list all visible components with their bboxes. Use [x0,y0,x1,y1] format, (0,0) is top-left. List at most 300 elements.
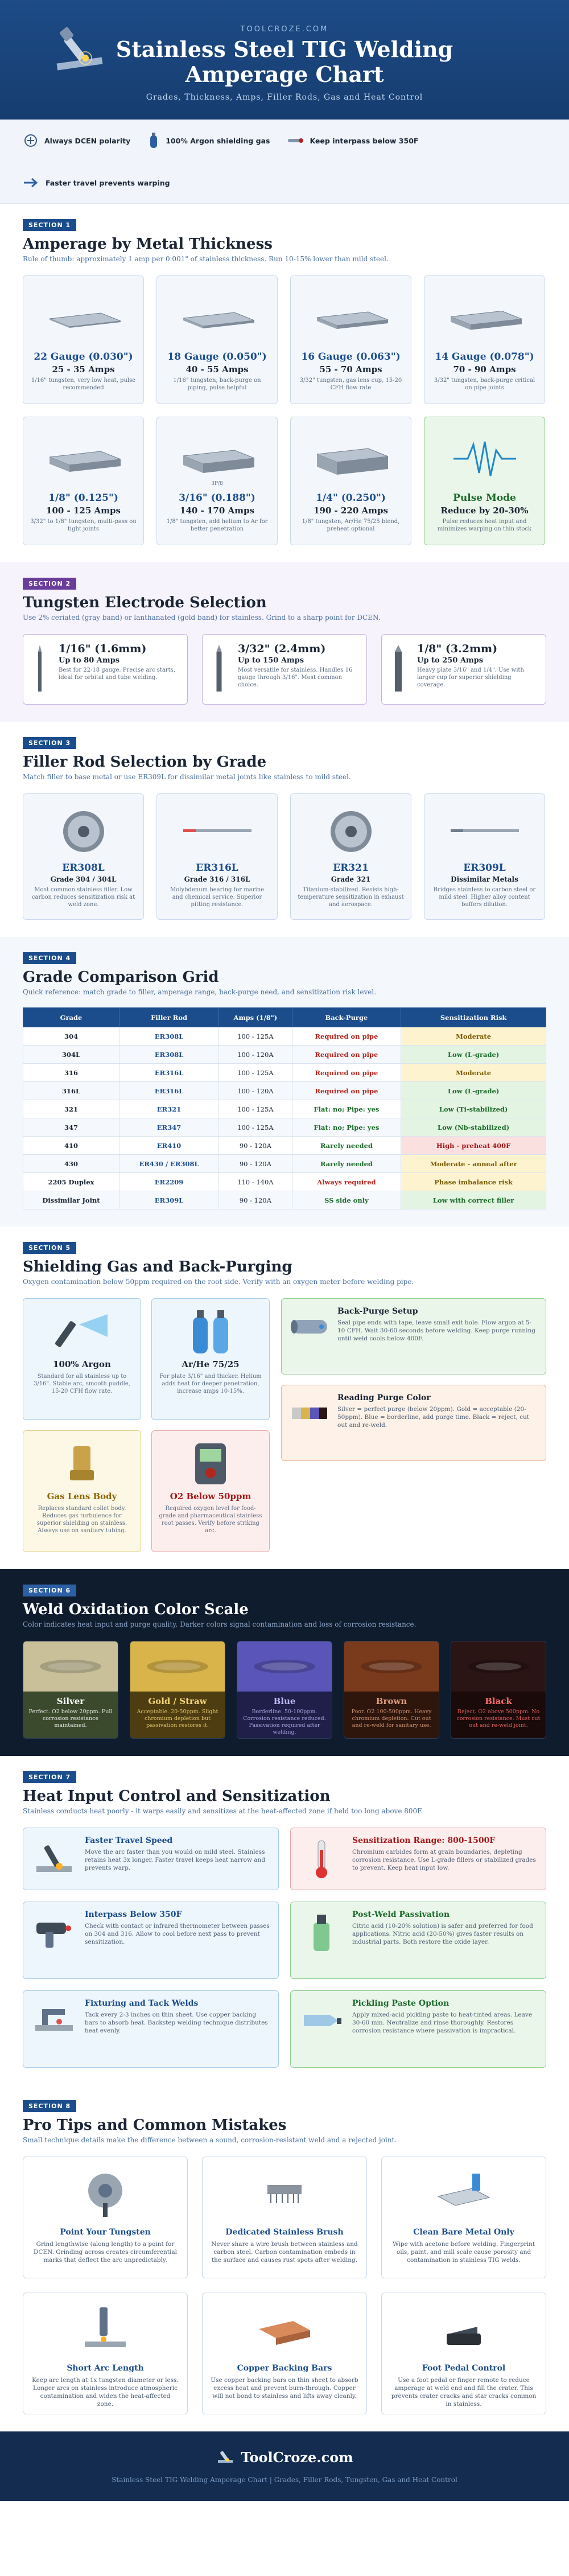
tip-interpass [287,134,418,147]
section-title: Shielding Gas and Back-Purging [23,1258,292,1275]
shielding-note: Replaces standard collet body. Reduces gas turbulence for superior shielding on stainless. Always use on sanitary tubing. [36,1505,127,1534]
pro-tip-note: Use copper backing bars on thin sheet to absorb excess heat and prevent burn-through. Copper will not bond to stainless and lifts away cleanly. [211,2377,358,2400]
steel-plate-icon [172,292,263,343]
filler-note: Titanium-stabilized. Resists high-temperature sensitization in exhaust and aerospace. [298,887,404,908]
tip-label: 100% Argon shielding gas [166,136,270,145]
wire-spool-icon [58,806,109,857]
shielding-card [151,1430,270,1552]
section-shielding [0,1227,569,1569]
gauge-label: 14 Gauge (0.078") [435,351,534,363]
pulse-amps: Reduce by 20-30% [440,505,529,516]
shielding-side-card [281,1298,546,1375]
amps-range: 40 - 55 Amps [185,364,249,375]
cell-amps: 100 - 125A [219,1027,292,1046]
section-badge: SECTION 4 [23,952,76,964]
thermometer-icon [307,1837,336,1880]
section-grade-grid [0,937,569,1227]
steel-plate-icon [38,292,129,343]
plate-label: 3P/8 [211,481,223,487]
table-row [23,1173,546,1191]
page-subtitle: Grades, Thickness, Amps, Filler Rods, Gas and Heat Control [146,93,423,102]
heat-title: Pickling Paste Option [352,1999,450,2008]
cell-filler: ER309L [119,1191,219,1209]
amps-range: 55 - 70 Amps [319,364,382,375]
filler-rod-icon [445,814,525,849]
shielding-title: O2 Below 50ppm [170,1491,251,1501]
cell-amps: 100 - 125A [219,1100,292,1118]
shielding-side-card [281,1385,546,1461]
section-description: Rule of thumb: approximately 1 amp per 0.001" of stainless thickness. Run 10-15% lower than mild steel. [23,255,389,263]
card-note: 1/8" tungsten, Ar/He 75/25 blend, preheat optional [302,519,400,532]
heat-title: Sensitization Range: 800-1500F [352,1836,496,1845]
pulse-wave-icon [451,436,519,482]
cell-risk: Moderate [401,1027,546,1046]
oxidation-note: Poor. O2 100-500ppm. Heavy chromium depletion. Cut out and re-weld for sanitary use. [351,1709,432,1729]
tungsten-card [381,634,546,705]
cell-amps: 110 - 140A [219,1173,292,1191]
filler-note: Bridges stainless to carbon steel or mild steel. Higher alloy content buffers dilution. [433,887,536,908]
gas-bottle-icon [147,132,160,149]
footer-brand[interactable] [216,2449,353,2466]
pipe-purge-icon [290,1310,329,1344]
oxygen-meter-icon [185,1439,236,1488]
section-description: Match filler to base metal or use ER309L for dissimilar metal joints like stainless to mild steel. [23,773,351,781]
heat-note: Citric acid (10-20% solution) is safer and preferred for food applications. Nitric acid (20-50%) gives faster results on industrial parts. Both restore the oxide layer. [352,1923,533,1945]
cell-filler: ER321 [119,1100,219,1118]
tig-torch-icon [46,16,114,84]
tungsten-size: 1/16" (1.6mm) [59,643,147,655]
cell-filler: ER316L [119,1082,219,1100]
tip-travel [23,176,170,189]
cell-backpurge: Required on pipe [292,1046,401,1064]
table-row [23,1027,546,1046]
oxidation-swatch-card [344,1641,439,1739]
tip-polarity [23,133,130,149]
amps-range: 190 - 220 Amps [314,505,388,516]
oxidation-swatch [344,1641,439,1692]
cell-backpurge: Rarely needed [292,1137,401,1155]
shielding-card [151,1298,270,1420]
cell-filler: ER308L [119,1046,219,1064]
filler-name: ER321 [333,862,369,874]
pro-tip-card [23,2293,188,2414]
wire-spool-icon [325,806,377,857]
section-description: Oxygen contamination below 50ppm required on the root side. Verify with an oxygen meter before welding pipe. [23,1278,414,1286]
color-gauge-icon [290,1396,329,1430]
cell-risk: Moderate [401,1064,546,1082]
weld-bead-icon [36,1652,105,1681]
cell-filler: ER316L [119,1064,219,1082]
section-description: Small technique details make the difference between a sound, corrosion-resistant weld and a rejected joint. [23,2136,397,2144]
tungsten-grid [23,634,546,705]
tungsten-size: 3/32" (2.4mm) [238,643,326,655]
gauge-label: 16 Gauge (0.063") [301,351,401,363]
filler-card [290,793,411,920]
shielding-grid [23,1298,270,1552]
pro-tip-title: Foot Pedal Control [422,2364,506,2373]
thickness-card [23,417,144,545]
cell-backpurge: Required on pipe [292,1082,401,1100]
cell-backpurge: Flat: no; Pipe: yes [292,1118,401,1137]
steel-plate-icon [306,292,397,343]
cell-grade: 410 [23,1137,119,1155]
shielding-side-cards [281,1298,546,1552]
grinder-icon [77,2168,134,2219]
cell-backpurge: Always required [292,1173,401,1191]
section-description: Stainless conducts heat poorly - it warps easily and sensitizes at the heat-affected zone if held too long above 800F. [23,1807,423,1815]
footer-description: Stainless Steel TIG Welding Amperage Chart | Grades, Filler Rods, Tungsten, Gas and Heat Control [112,2476,457,2484]
pro-tip-card [202,2293,367,2414]
clamp-icon [32,2003,76,2040]
oxidation-swatch [237,1641,332,1692]
title-line-2: Amperage Chart [185,61,384,87]
card-note: 1/16" tungsten, back-purge on piping, pulse helpful [173,377,261,391]
tungsten-amps: Up to 250 Amps [417,656,484,665]
heat-note: Move the arc faster than you would on mild steel. Stainless retains heat 3x longer. Faster travel keeps heat narrow and prevents warp. [85,1849,266,1871]
thickness-card [290,275,411,404]
quick-tips-bar [0,120,569,204]
acid-bottle-icon [304,1911,339,1954]
filler-name: ER316L [196,862,238,874]
table-row [23,1137,546,1155]
shielding-card [23,1430,141,1552]
cell-risk: Low (L-grade) [401,1046,546,1064]
table-row [23,1118,546,1137]
amps-range: 100 - 125 Amps [46,505,121,516]
gauge-label: 22 Gauge (0.030") [34,351,133,363]
shielding-title: 100% Argon [53,1359,111,1369]
steel-plate-icon [172,433,263,484]
heat-card [23,1828,279,1890]
card-note: 1/16" tungsten, very low heat, pulse recommended [31,377,136,391]
section-description: Use 2% ceriated (gray band) or lanthanated (gold band) for stainless. Grind to a sharp point for DCEN. [23,614,381,622]
shielding-note: Standard for all stainless up to 3/16". Stable arc, smooth puddle, 15-20 CFH flow rate. [34,1373,130,1394]
pro-tip-note: Wipe with acetone before welding. Fingerprint oils, paint, and mill scale cause porosity and contamination in stainless TIG welds. [392,2241,535,2264]
section-title: Weld Oxidation Color Scale [23,1601,249,1618]
tungsten-card [202,634,367,705]
section-title: Filler Rod Selection by Grade [23,754,267,771]
oxidation-swatch-card [451,1641,546,1739]
filler-card [23,793,144,920]
table-row [23,1191,546,1209]
filler-note: Most common stainless filler. Low carbon reduces sensitization risk at weld zone. [31,887,135,908]
heat-note: Apply mixed-acid pickling paste to heat-tinted areas. Leave 30-60 min. Neutralize and rinse thoroughly. Restores corrosion resistance where passivation is impractical. [352,2011,533,2034]
gauge-label: 3/16" (0.188") [179,492,255,504]
oxidation-name: Gold / Straw [148,1696,207,1706]
section-tungsten [0,562,569,722]
section-filler [0,722,569,937]
section-badge: SECTION 6 [23,1585,76,1596]
steel-plate-icon [439,292,530,343]
oxidation-swatch-card [23,1641,118,1739]
steel-plate-icon [38,433,129,484]
pro-tip-title: Clean Bare Metal Only [413,2228,514,2237]
cell-filler: ER430 / ER308L [119,1155,219,1173]
section-badge: SECTION 8 [23,2100,76,2112]
tungsten-rod-icon [31,644,48,695]
heat-note: Check with contact or infrared thermometer between passes on 304 and 316. Allow to cool before next pass to prevent sensitization. [85,1923,270,1945]
thickness-card [424,275,545,404]
cell-amps: 90 - 120A [219,1191,292,1209]
heat-card [23,1902,279,1979]
temperature-gun-icon [32,1915,76,1951]
cell-backpurge: Required on pipe [292,1064,401,1082]
heat-card [290,1902,546,1979]
cell-amps: 100 - 125A [219,1064,292,1082]
table-row [23,1046,546,1064]
pulse-note: Pulse reduces heat input and minimizes warping on thin stock [437,519,532,532]
section-title: Amperage by Metal Thickness [23,236,273,253]
thickness-card [23,275,144,404]
column-header: Back-Purge [292,1008,401,1027]
table-row [23,1082,546,1100]
heat-title: Fixturing and Tack Welds [85,1999,199,2008]
cell-amps: 100 - 125A [219,1118,292,1137]
foot-pedal-icon [435,2304,492,2355]
tip-label: Keep interpass below 350F [310,136,419,145]
section-title: Heat Input Control and Sensitization [23,1788,331,1805]
thermometer-icon [287,134,304,147]
pro-tip-card [381,2157,546,2278]
section-amperage [0,204,569,562]
weld-bead-icon [250,1652,319,1681]
side-card-note: Silver = perfect purge (below 20ppm). Gold = acceptable (20-50ppm). Blue = borderline, add purge time. Black = reject, cut out and re-weld. [337,1406,530,1429]
section-heat [0,1756,569,2085]
shielding-note: For plate 3/16" and thicker. Helium adds heat for deeper penetration, increase amps 10-15%. [159,1373,262,1394]
column-header: Grade [23,1008,119,1027]
cell-filler: ER308L [119,1027,219,1046]
fast-arrow-icon [23,176,40,189]
gas-bottles-icon [185,1307,236,1356]
oxidation-scale [23,1641,546,1739]
column-header: Amps (1/8") [219,1008,292,1027]
heat-note: Chromium carbides form at grain boundaries, depleting corrosion resistance. Use L-grade fillers or stabilized grades to prevent. Keep heat input low. [352,1849,536,1871]
oxidation-swatch [23,1641,118,1692]
amperage-grid [23,275,546,545]
paste-tube-icon [299,2005,344,2039]
cell-amps: 100 - 120A [219,1046,292,1064]
oxidation-swatch-card [237,1641,332,1739]
cell-filler: ER347 [119,1118,219,1137]
gauge-label: 18 Gauge (0.050") [167,351,267,363]
tungsten-note: Most versatile for stainless. Handles 16 gauge through 3/16". Most common choice. [238,667,353,688]
filler-grid [23,793,546,920]
wire-brush-icon [256,2168,313,2219]
oxidation-swatch [451,1641,546,1692]
section-description: Quick reference: match grade to filler, amperage range, back-purge need, and sensitization risk level. [23,988,377,996]
thickness-card [156,417,278,545]
section-badge: SECTION 5 [23,1242,76,1254]
tungsten-size: 1/8" (3.2mm) [417,643,498,655]
gauge-label: 1/4" (0.250") [316,492,386,504]
pulse-title: Pulse Mode [453,492,516,504]
cell-backpurge: Flat: no; Pipe: yes [292,1100,401,1118]
cell-filler: ER410 [119,1137,219,1155]
cell-amps: 90 - 120A [219,1137,292,1155]
side-card-note: Seal pipe ends with tape, leave small exit hole. Flow argon at 5-10 CFH. Wait 30-60 seconds before welding. Keep purge running until weld cools below 400F. [337,1319,536,1342]
oxidation-swatch-card [130,1641,225,1739]
oxidation-name: Blue [273,1696,296,1706]
section-title: Tungsten Electrode Selection [23,594,267,611]
cell-grade: 304 [23,1027,119,1046]
column-header: Sensitization Risk [401,1008,546,1027]
cell-risk: High - preheat 400F [401,1137,546,1155]
card-note: 3/32" tungsten, back-purge critical on pipe joints [434,377,535,391]
tungsten-amps: Up to 80 Amps [59,656,120,665]
pro-tip-note: Keep arc length at 1x tungsten diameter or less. Longer arcs on stainless introduce atmospheric contamination and widen the heat-affected zone. [32,2377,179,2408]
grade-comparison-table [23,1007,546,1209]
torch-with-gas-icon [51,1308,113,1354]
cell-risk: Low (L-grade) [401,1082,546,1100]
cell-risk: Moderate - anneal after [401,1155,546,1173]
cell-amps: 100 - 120A [219,1082,292,1100]
column-header: Filler Rod [119,1008,219,1027]
tungsten-card [23,634,188,705]
tip-label: Always DCEN polarity [44,136,131,145]
card-note: 3/32" tungsten, gas lens cup, 15-20 CFH flow rate [299,377,402,391]
tungsten-note: Best for 22-18 gauge. Precise arc starts, ideal for orbital and tube welding. [59,667,175,681]
section-pro-tips [0,2085,569,2431]
filler-grade: Grade 304 / 304L [50,875,117,883]
magnet-icon [23,133,39,149]
heat-note: Tack every 2-3 inches on thin sheet. Use copper backing bars to absorb heat. Backstep welding technique distributes heat evenly. [85,2011,268,2034]
oxidation-note: Perfect. O2 below 20ppm. Full corrosion resistance maintained. [28,1709,113,1729]
oxidation-swatch [130,1641,225,1692]
welder-icon [32,1839,76,1879]
amps-range: 25 - 35 Amps [52,364,115,375]
section-badge: SECTION 2 [23,578,76,590]
footer [0,2431,569,2501]
pro-tip-card [23,2157,188,2278]
site-name: TOOLCROZE.COM [240,25,329,34]
pulse-mode-card [424,417,545,545]
heat-grid [23,1828,546,2068]
cell-grade: 316 [23,1064,119,1082]
cell-grade: 321 [23,1100,119,1118]
shielding-card [23,1298,141,1420]
shielding-title: Gas Lens Body [47,1491,117,1501]
tip-label: Faster travel prevents warping [46,178,170,187]
heat-card [23,1990,279,2068]
table-row [23,1155,546,1173]
card-note: 1/8" tungsten, add helium to Ar for better penetration [166,519,268,532]
section-oxidation [0,1569,569,1756]
heat-card [290,1828,546,1890]
tip-argon [147,132,270,149]
shielding-title: Ar/He 75/25 [182,1359,240,1369]
table-row [23,1064,546,1082]
filler-card [424,793,545,920]
pro-tip-card [381,2293,546,2414]
thickness-card [156,275,278,404]
cell-grade: 347 [23,1118,119,1137]
cell-filler: ER2209 [119,1173,219,1191]
table-row [23,1100,546,1118]
filler-card [156,793,278,920]
oxidation-name: Silver [56,1696,85,1706]
pro-tip-title: Copper Backing Bars [237,2364,332,2373]
card-note: 3/32" to 1/8" tungsten, multi-pass on tight joints [30,519,137,532]
side-card-title: Reading Purge Color [337,1393,431,1402]
tungsten-rod-icon [390,644,407,695]
cell-risk: Low (Ti-stabilized) [401,1100,546,1118]
heat-title: Post-Weld Passivation [352,1910,450,1919]
tungsten-amps: Up to 150 Amps [238,656,304,665]
amps-range: 140 - 170 Amps [180,505,254,516]
gas-lens-icon [56,1441,108,1486]
filler-grade: Grade 316 / 316L [184,875,250,883]
oxidation-note: Reject. O2 above 500ppm. No corrosion resistance. Must cut out and re-weld joint. [456,1709,541,1729]
oxidation-name: Brown [376,1696,407,1706]
steel-plate-icon [306,433,397,484]
heat-title: Faster Travel Speed [85,1836,173,1845]
tig-torch-icon [216,2449,235,2466]
cell-risk: Low with correct filler [401,1191,546,1209]
oxidation-note: Borderline. 50-100ppm. Corrosion resistance reduced. Passivation required after welding. [243,1709,326,1735]
cell-grade: 430 [23,1155,119,1173]
cell-amps: 90 - 120A [219,1155,292,1173]
weld-bead-icon [143,1652,212,1681]
cell-grade: Dissimilar Joint [23,1191,119,1209]
oxidation-note: Acceptable. 20-50ppm. Slight chromium depletion but passivation restores it. [137,1709,218,1729]
weld-bead-icon [464,1652,533,1681]
section-badge: SECTION 1 [23,219,76,231]
section-title: Pro Tips and Common Mistakes [23,2117,287,2134]
pro-tip-title: Short Arc Length [67,2364,144,2373]
copper-bar-icon [253,2304,316,2355]
shielding-note: Required oxygen level for food-grade and pharmaceutical stainless root passes. Verify before striking arc. [159,1505,262,1534]
clean-plate-icon [432,2168,495,2219]
cell-backpurge: Rarely needed [292,1155,401,1173]
cell-risk: Low (Nb-stabilized) [401,1118,546,1137]
filler-name: ER308L [62,862,105,874]
pro-tip-title: Point Your Tungsten [60,2228,151,2237]
pro-tips-grid [23,2157,546,2414]
cell-grade: 316L [23,1082,119,1100]
table-header-row [23,1008,546,1027]
cell-grade: 2205 Duplex [23,1173,119,1191]
short-arc-icon [77,2304,134,2355]
pro-tip-note: Grind lengthwise (along length) to a point for DCEN. Grinding across creates circumferential marks that deflect the arc unpredictably. [33,2241,177,2264]
side-card-title: Back-Purge Setup [337,1307,418,1316]
tungsten-note: Heavy plate 3/16" and 1/4". Use with larger cup for superior shielding coverage. [417,667,524,688]
cell-backpurge: Required on pipe [292,1027,401,1046]
title-line-1: Stainless Steel TIG Welding [116,36,453,62]
section-badge: SECTION 7 [23,1771,76,1783]
filler-rod-icon [178,814,257,849]
section-badge: SECTION 3 [23,737,76,749]
oxidation-name: Black [485,1696,512,1706]
filler-name: ER309L [463,862,506,874]
tungsten-rod-icon [211,644,228,695]
pro-tip-title: Dedicated Stainless Brush [225,2228,344,2237]
cell-backpurge: SS side only [292,1191,401,1209]
heat-title: Interpass Below 350F [85,1910,182,1919]
section-title: Grade Comparison Grid [23,969,219,986]
footer-brand-label: ToolCroze.com [241,2449,353,2466]
heat-card [290,1990,546,2068]
header [0,0,569,120]
gauge-label: 1/8" (0.125") [48,492,118,504]
filler-grade: Dissimilar Metals [451,875,518,883]
amps-range: 70 - 90 Amps [453,364,516,375]
cell-risk: Phase imbalance risk [401,1173,546,1191]
filler-note: Molybdenum bearing for marine and chemical service. Superior pitting resistance. [170,887,265,908]
pro-tip-note: Never share a wire brush between stainless and carbon steel. Carbon contamination embeds in the surface and causes rust spots after welding. [211,2241,358,2264]
filler-grade: Grade 321 [331,875,371,883]
thickness-card [290,417,411,545]
pro-tip-note: Use a foot pedal or finger remote to reduce amperage at weld end and fill the crater. This prevents crater cracks and star cracks common in stainless. [391,2377,537,2408]
